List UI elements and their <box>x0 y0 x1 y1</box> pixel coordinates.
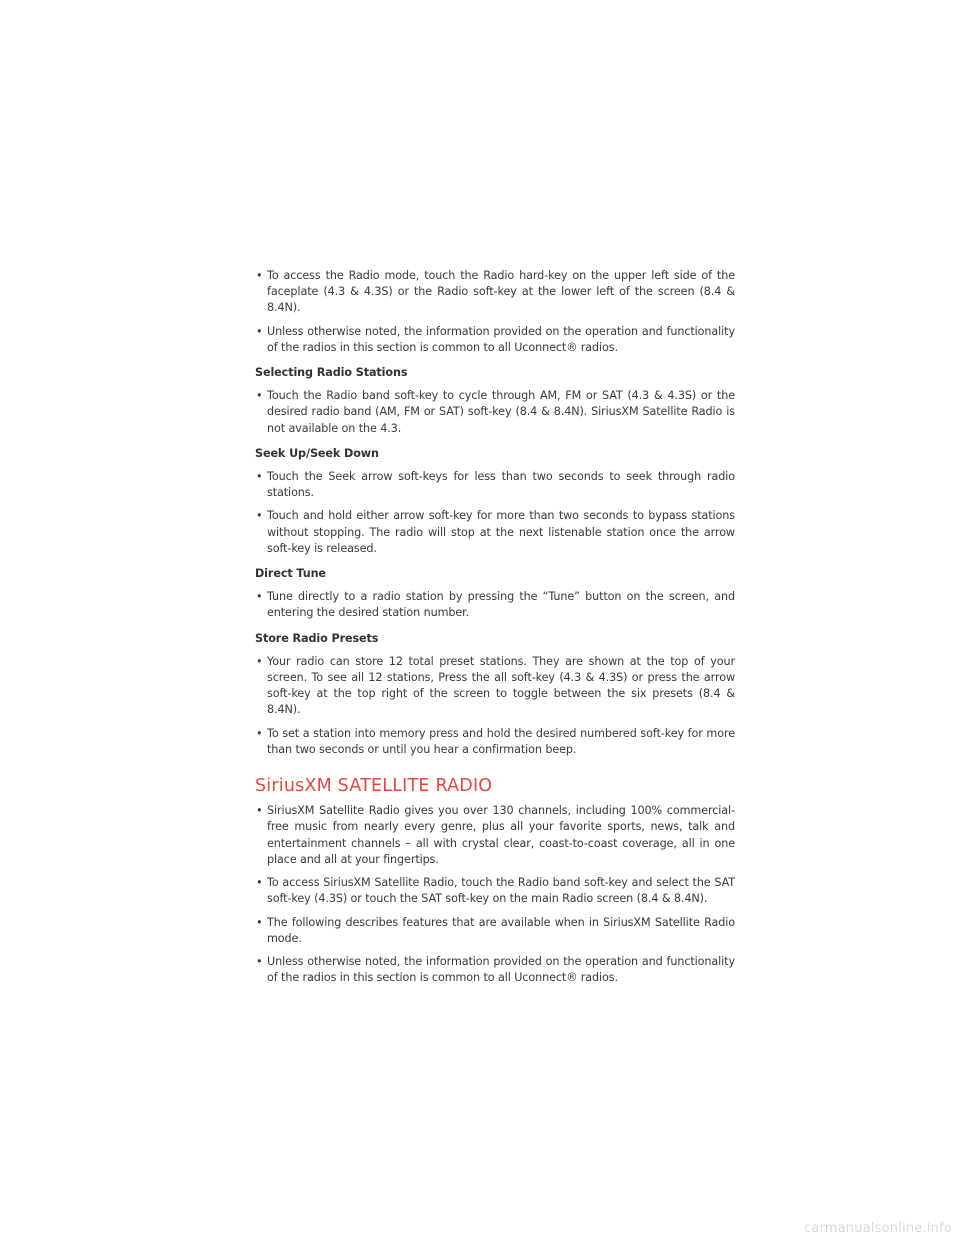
list-item: • The following describes features that are available when in SiriusXM Satellite Radio mode. <box>256 915 735 945</box>
list-item: • To set a station into memory press and hold the desired numbered soft-key for more than two seconds or until you hear a confirmation beep. <box>256 726 735 756</box>
list-item: • Touch and hold either arrow soft-key for more than two seconds to bypass stations without stopping. The radio will stop at the next listenable station once the arrow soft-key is released. <box>256 509 735 555</box>
subheading-seek: Seek Up/Seek Down <box>255 446 379 460</box>
list-item: • Tune directly to a radio station by pressing the “Tune” button on the screen, and entering the desired station number. <box>256 590 735 620</box>
list-item: • To access SiriusXM Satellite Radio, touch the Radio band soft-key and select the SAT soft-key (4.3S) or touch the SAT soft-key on the main Radio screen (8.4 & 8.4N). <box>256 876 735 906</box>
page-content <box>255 268 735 993</box>
list-item: • Unless otherwise noted, the information provided on the operation and functionality of the radios in this section is common to all Uconnect® radios. <box>256 324 735 354</box>
list-item: • SiriusXM Satellite Radio gives you over 130 channels, including 100% commercial-free music from nearly every genre, plus all your favorite sports, news, talk and entertainment channels – all with crystal clear, coast-to-coast coverage, all in one place and all at your fingertips. <box>256 804 735 866</box>
list-item: • Touch the Seek arrow soft-keys for less than two seconds to seek through radio stations. <box>256 470 735 500</box>
list-item: • Your radio can store 12 total preset stations. They are shown at the top of your screen. To see all 12 stations, Press the all soft-key (4.3 & 4.3S) or press the arrow soft-key at the top right of the screen to toggle between the six presets (8.4 & 8.4N). <box>256 654 735 717</box>
subheading-store-presets: Store Radio Presets <box>255 631 379 645</box>
watermark: carmanualsonline.info <box>803 1221 952 1236</box>
list-item: • Unless otherwise noted, the information provided on the operation and functionality of the radios in this section is common to all Uconnect® radios. <box>256 954 735 985</box>
list-item: • Touch the Radio band soft-key to cycle through AM, FM or SAT (4.3 & 4.3S) or the desired radio band (AM, FM or SAT) soft-key (8.4 & 8.4N). SiriusXM Satellite Radio is not available on the 4.3. <box>256 389 735 435</box>
subheading-selecting-radio-stations: Selecting Radio Stations <box>255 366 408 380</box>
subheading-direct-tune: Direct Tune <box>255 567 326 581</box>
list-item: • To access the Radio mode, touch the Radio hard-key on the upper left side of the faceplate (4.3 & 4.3S) or the Radio soft-key at the lower left of the screen (8.4 & 8.4N). <box>256 269 735 315</box>
section-heading-siriusxm: SiriusXM SATELLITE RADIO <box>255 776 493 797</box>
